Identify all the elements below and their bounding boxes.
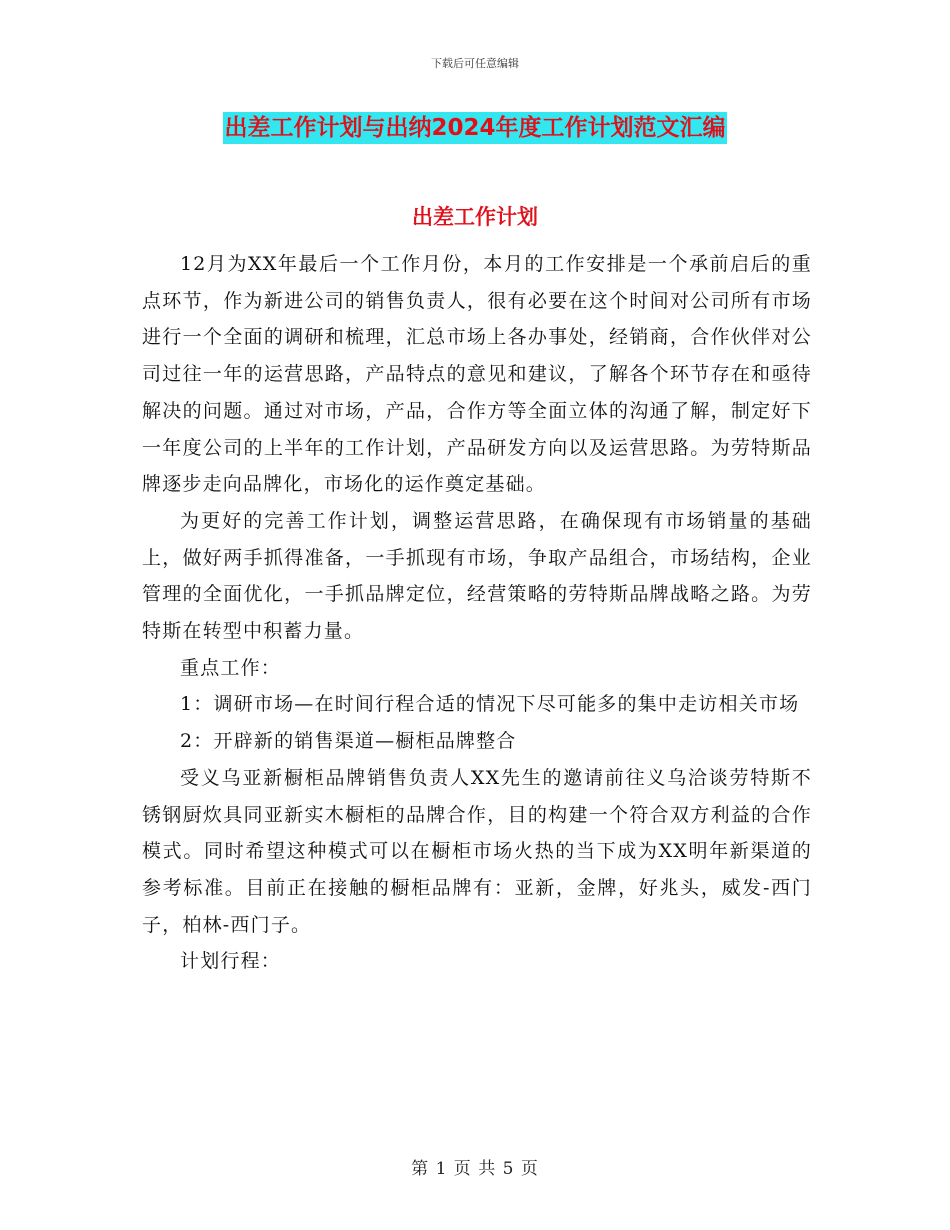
paragraph: 1：调研市场—在时间行程合适的情况下尽可能多的集中走访相关市场 <box>180 693 800 716</box>
paragraph: 计划行程： <box>180 950 282 973</box>
document-title: 出差工作计划与出纳2024年度工作计划范文汇编 <box>223 112 726 144</box>
document-body <box>142 246 812 980</box>
section-title: 出差工作计划 <box>412 205 538 229</box>
paragraph: 为更好的完善工作计划，调整运营思路，在确保现有市场销量的基础上，做好两手抓得准备，一手抓现有市场，争取产品组合，市场结构，企业管理的全面优化，一手抓品牌定位，经营策略的劳特斯品牌战略之路。为劳特斯在转型中积蓄力量。 <box>142 509 812 643</box>
header-note: 下载后可任意编辑 <box>431 57 519 70</box>
page-number-footer: 第 1 页 共 5 页 <box>411 1159 539 1179</box>
document-title-container <box>0 112 950 144</box>
paragraph: 重点工作： <box>180 656 282 679</box>
paragraph: 2：开辟新的销售渠道—橱柜品牌整合 <box>180 730 517 753</box>
paragraph: 12月为XX年最后一个工作月份，本月的工作安排是一个承前启后的重点环节，作为新进公司的销售负责人，很有必要在这个时间对公司所有市场进行一个全面的调研和梳理，汇总市场上各办事处，经销商，合作伙伴对公司过往一年的运营思路，产品特点的意见和建议，了解各个环节存在和亟待解决的问题。通过对市场，产品，合作方等全面立体的沟通了解，制定好下一年度公司的上半年的工作计划，产品研发方向以及运营思路。为劳特斯品牌逐步走向品牌化，市场化的运作奠定基础。 <box>142 253 812 496</box>
paragraph: 受义乌亚新橱柜品牌销售负责人XX先生的邀请前往义乌洽谈劳特斯不锈钢厨炊具同亚新实木橱柜的品牌合作，目的构建一个符合双方利益的合作模式。同时希望这种模式可以在橱柜市场火热的当下成为XX明年新渠道的参考标准。目前正在接触的橱柜品牌有：亚新，金牌，好兆头，威发-西门子，柏林-西门子。 <box>142 766 812 936</box>
